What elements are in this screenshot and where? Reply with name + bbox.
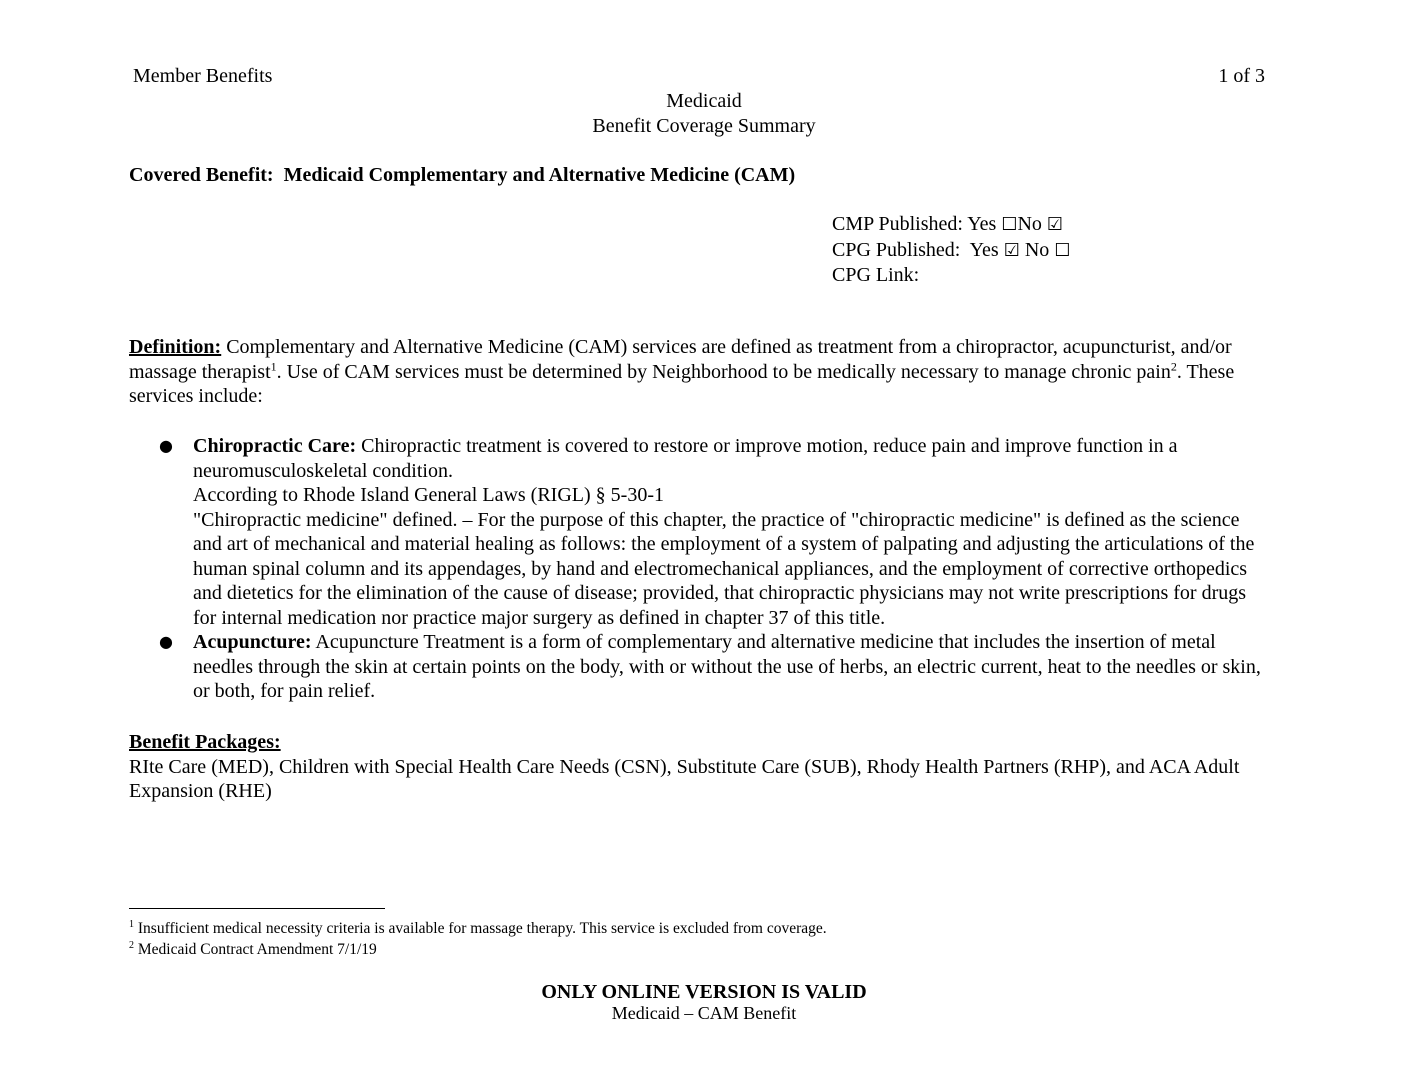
benefit-packages-label: Benefit Packages: xyxy=(129,731,281,753)
footnote-text: Insufficient medical necessity criteria is available for massage therapy. This service is excluded from coverage. xyxy=(134,920,827,937)
cpg-published-label: CPG Published: Yes xyxy=(832,238,1004,261)
definition-text-1: Complementary and Alternative Medicine (CAM) services are defined as treatment from a chiropractor, acupuncturist, and/or massage therapist xyxy=(129,336,1232,383)
bullet-icon: ● xyxy=(159,436,173,455)
header-section-name: Member Benefits xyxy=(133,65,273,87)
covered-benefit-heading xyxy=(129,163,795,188)
service-title: Acupuncture: xyxy=(193,631,312,653)
chiropractic-law-reference: According to Rhode Island General Laws (RIGL) § 5-30-1 xyxy=(193,484,664,506)
footnotes xyxy=(129,918,827,960)
cmp-published-label: CMP Published: Yes xyxy=(832,213,1002,235)
chiropractic-law-text: "Chiropractic medicine" defined. – For the purpose of this chapter, the practice of "chiropractic medicine" is defined as the science and art of mechanical and material healing as follows: the employment of a system of palpating and adjusting the articulations of the human spinal column and its appendages, by hand and electromechanical appliances, and the employment of corrective orthopedics and dietetics for the elimination of the cause of disease; provided, that chiropractic physicians may not write prescriptions for drugs for internal medication nor practice major surgery as defined in chapter 37 of this title. xyxy=(193,508,1255,629)
chiropractic-description xyxy=(193,434,1269,483)
covered-benefit-value: Medicaid Complementary and Alternative Medicine (CAM) xyxy=(283,164,796,186)
cmp-no-checkbox: ☑ xyxy=(1046,214,1064,235)
services-list xyxy=(129,434,1269,704)
footnote-number: 2 xyxy=(129,939,134,951)
footnote-divider xyxy=(129,908,385,909)
page-number: 1 of 3 xyxy=(1218,65,1265,87)
cmp-yes-checkbox: ☐ xyxy=(1001,214,1018,235)
cpg-link-row xyxy=(832,263,1070,288)
acupuncture-description xyxy=(193,630,1269,704)
footnote-1 xyxy=(129,918,827,939)
definition-paragraph xyxy=(129,335,1269,409)
footer-validity-notice: ONLY ONLINE VERSION IS VALID xyxy=(541,981,867,1003)
covered-benefit-label: Covered Benefit: xyxy=(129,164,274,186)
publication-status xyxy=(832,212,1070,288)
bullet-icon: ● xyxy=(159,632,173,651)
footnote-ref-2[interactable]: 2 xyxy=(1170,358,1177,373)
footnote-text: Medicaid Contract Amendment 7/1/19 xyxy=(134,941,377,958)
list-item-chiropractic xyxy=(129,434,1269,630)
footnote-ref-1[interactable]: 1 xyxy=(270,358,277,373)
service-text: Acupuncture Treatment is a form of complementary and alternative medicine that includes the insertion of metal needles through the skin at certain points on the body, with or without the use of herbs, an electric current, heat to the needles or skin, or both, for pain relief. xyxy=(193,631,1261,702)
cpg-yes-checkbox: ☑ xyxy=(1003,239,1020,261)
cmp-no-label: No xyxy=(1017,213,1047,235)
benefit-packages-text: RIte Care (MED), Children with Special Health Care Needs (CSN), Substitute Care (SUB), Rhody Health Partners (RHP), and ACA Adult Expansion (RHE) xyxy=(129,755,1240,802)
service-text: Chiropractic treatment is covered to restore or improve motion, reduce pain and improve function in a neuromusculoskeletal condition. xyxy=(193,435,1178,482)
benefit-packages-section xyxy=(129,730,1269,804)
definition-text-3: . These services include: xyxy=(129,360,1235,407)
definition-label: Definition: xyxy=(129,336,222,358)
list-item-acupuncture xyxy=(129,630,1269,704)
cpg-no-label: No xyxy=(1019,238,1055,261)
footnote-2 xyxy=(129,939,827,960)
cpg-published-row xyxy=(832,238,1070,264)
cpg-link-label: CPG Link: xyxy=(832,264,920,286)
cmp-published-row xyxy=(832,212,1070,238)
definition-text-2: . Use of CAM services must be determined by Neighborhood to be medically necessary to manage chronic pain xyxy=(276,360,1171,383)
footnote-number: 1 xyxy=(129,918,134,930)
service-title: Chiropractic Care: xyxy=(193,435,357,457)
document-type: Benefit Coverage Summary xyxy=(592,115,816,137)
footer-document-name: Medicaid – CAM Benefit xyxy=(611,1003,797,1023)
document-program: Medicaid xyxy=(666,90,742,112)
cpg-no-checkbox: ☐ xyxy=(1054,239,1071,261)
